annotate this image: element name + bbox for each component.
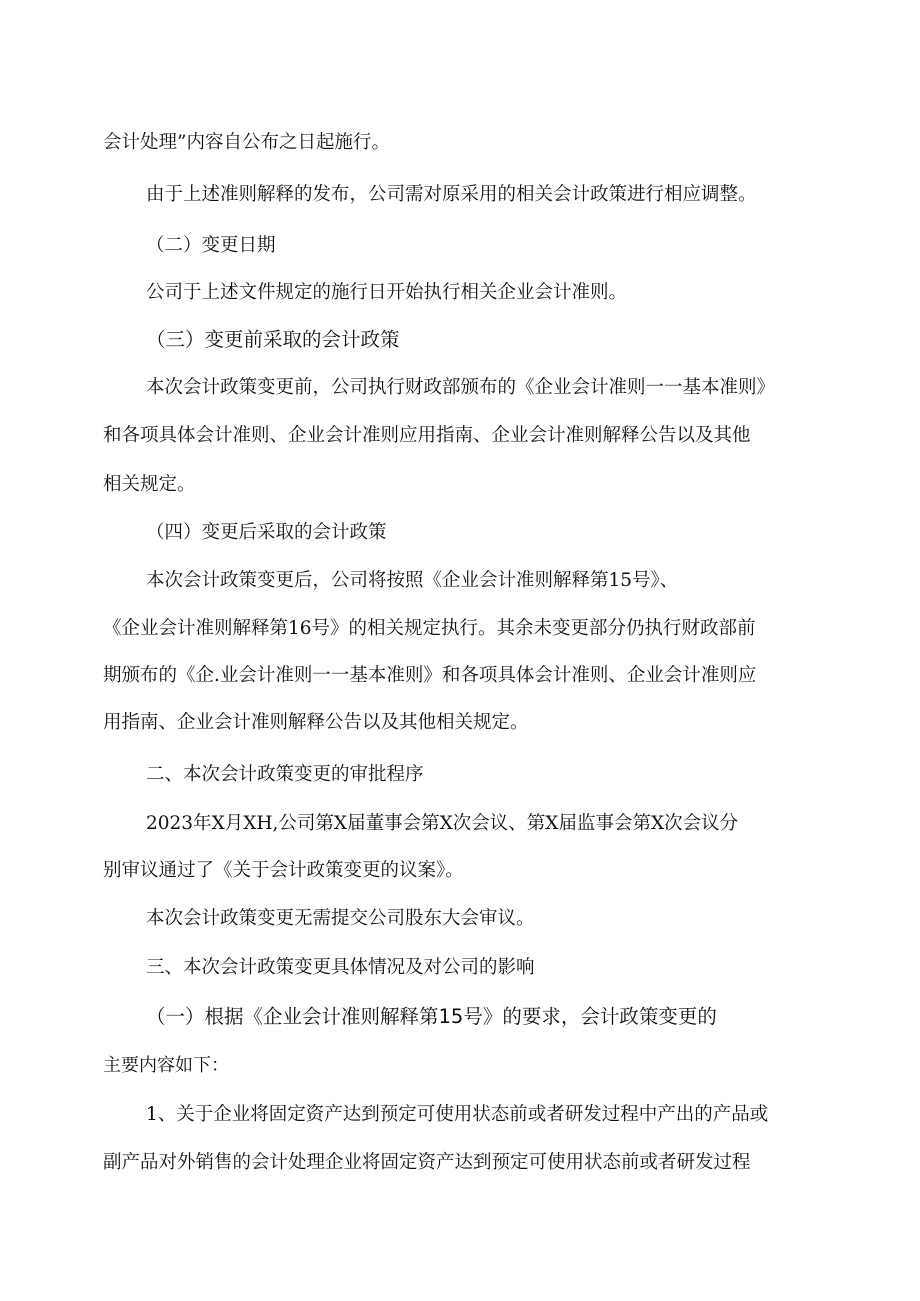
section-heading: （二）变更日期 <box>146 235 276 256</box>
section-heading: （四）变更后采取的会计政策 <box>146 522 387 543</box>
paragraph-line: 别审议通过了《关于会计政策变更的议案》。 <box>103 860 464 881</box>
paragraph-line: 相关规定。 <box>103 474 196 495</box>
paragraph-line: 本次会计政策变更前，公司执行财政部颁布的《企业会计准则一一基本准则》 <box>146 377 776 398</box>
section-heading: 二、本次会计政策变更的审批程序 <box>146 764 424 785</box>
paragraph-line: 《企业会计准则解释第16号》的相关规定执行。其余未变更部分仍执行财政部前 <box>103 618 756 639</box>
section-heading: 三、本次会计政策变更具体情况及对公司的影响 <box>146 957 535 978</box>
paragraph-line: 2023年X月XH,公司第X届董事会第X次会议、第X届监事会第X次会议分 <box>146 813 739 834</box>
paragraph-line: 主要内容如下： <box>103 1055 229 1076</box>
paragraph-line: 会计处理”内容自公布之日起施行。 <box>103 132 390 153</box>
paragraph-line: 期颁布的《企.业会计准则一一基本准则》和各项具体会计准则、企业会计准则应 <box>103 665 757 686</box>
paragraph-line: 本次会计政策变更后，公司将按照《企业会计准则解释第15号》、 <box>146 570 679 591</box>
paragraph-line: 和各项具体会计准则、企业会计准则应用指南、企业会计准则解释公告以及其他 <box>103 425 751 446</box>
section-heading: （一）根据《企业会计准则解释第15号》的要求，会计政策变更的 <box>146 1005 717 1028</box>
paragraph-line: 用指南、企业会计准则解释公告以及其他相关规定。 <box>103 712 529 733</box>
paragraph-line: 公司于上述文件规定的施行日开始执行相关企业会计准则。 <box>146 282 628 303</box>
paragraph-line: 由于上述准则解释的发布，公司需对原采用的相关会计政策进行相应调整。 <box>146 184 757 205</box>
paragraph-line: 1、关于企业将固定资产达到预定可使用状态前或者研发过程中产出的产品或 <box>146 1104 769 1125</box>
paragraph-line: 副产品对外销售的会计处理企业将固定资产达到预定可使用状态前或者研发过程 <box>103 1152 751 1173</box>
section-heading: （三）变更前采取的会计政策 <box>146 328 400 351</box>
paragraph-line: 本次会计政策变更无需提交公司股东大会审议。 <box>146 908 535 929</box>
